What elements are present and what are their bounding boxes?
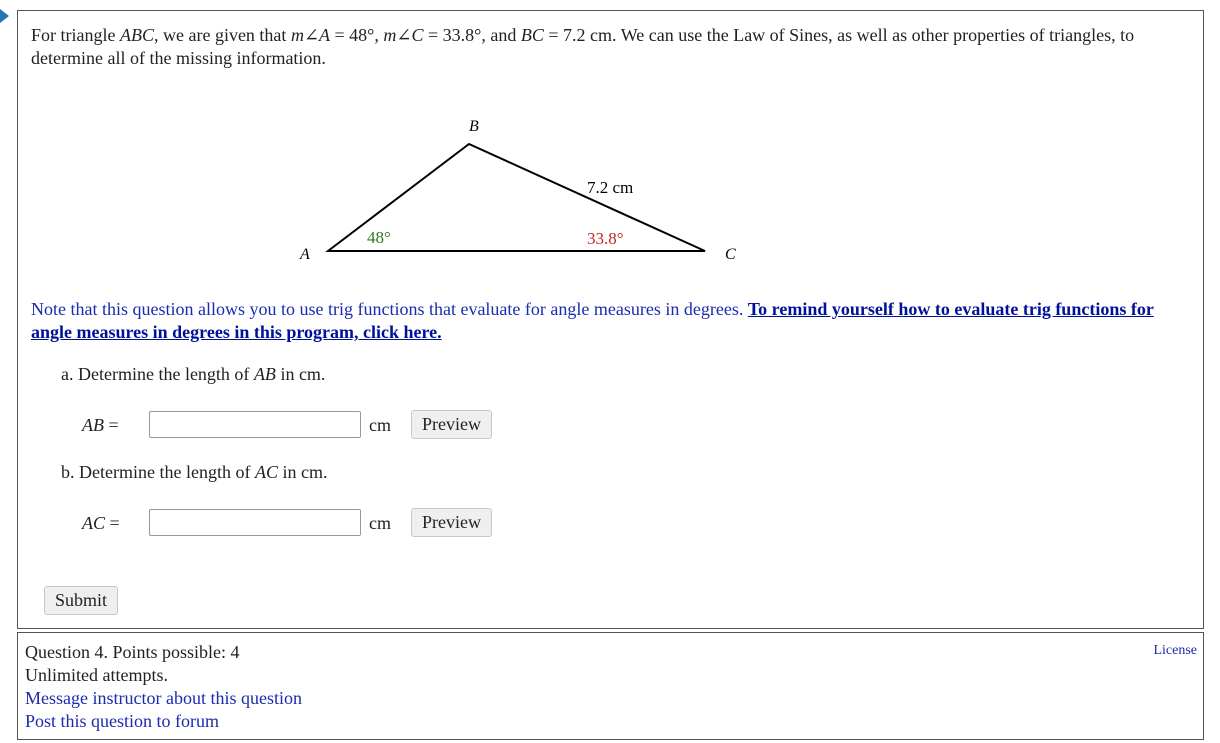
ac-equation-label: [82, 513, 148, 534]
angle-a-label: 48°: [367, 228, 391, 247]
ab-unit: cm: [369, 415, 391, 435]
part-a-text: a. Determine the length of: [61, 364, 254, 384]
equals-sign: =: [105, 513, 120, 533]
part-b-text: in cm.: [277, 462, 328, 482]
attempts-text: Unlimited attempts.: [25, 665, 168, 685]
ab-preview-button[interactable]: Preview: [411, 410, 492, 439]
angle-c-label: 33.8°: [587, 229, 624, 248]
prompt-text: For triangle: [31, 25, 120, 45]
part-a-text: in cm.: [275, 364, 326, 384]
ab-equation-label: [82, 415, 148, 436]
angle-symbol: ∠: [396, 25, 412, 45]
side-bc-label: 7.2 cm: [587, 178, 634, 197]
message-instructor-link[interactable]: Message instructor about this question: [25, 688, 302, 708]
points-text: Question 4. Points possible: 4: [25, 642, 240, 662]
triangle-name: ABC: [119, 25, 154, 45]
question-info-panel: [17, 632, 1204, 740]
prompt-text: ,: [374, 25, 384, 45]
ac-unit: cm: [369, 513, 391, 533]
post-to-forum-link[interactable]: Post this question to forum: [25, 711, 220, 731]
part-b-label: [61, 462, 327, 483]
trig-note: [31, 298, 1191, 344]
part-b-var: AC: [254, 462, 278, 482]
note-text: Note that this question allows you to use trig functions that evaluate for angle measures in degrees.: [31, 299, 748, 319]
math-var-c: C: [411, 25, 424, 45]
prompt-text: cm. We can use the Law of Sines, as well as other properties of triangles, to determine all of the missing information.: [31, 25, 1135, 68]
part-a-var: AB: [253, 364, 276, 384]
question-meta: [25, 641, 302, 733]
vertex-label-b: B: [469, 118, 479, 135]
angle-c-value: = 33.8°: [423, 25, 482, 45]
submit-button[interactable]: Submit: [44, 586, 118, 615]
angle-a-value: = 48°: [330, 25, 375, 45]
ac-var: AC: [82, 513, 106, 533]
part-a-label: [61, 364, 325, 385]
ab-answer-input[interactable]: [149, 411, 361, 438]
ac-answer-input[interactable]: [149, 509, 361, 536]
license-link[interactable]: License: [1153, 643, 1197, 658]
prompt-text: , and: [481, 25, 521, 45]
vertex-label-c: C: [725, 246, 736, 263]
ac-preview-button[interactable]: Preview: [411, 508, 492, 537]
question-panel: [17, 10, 1204, 629]
collapse-arrow-icon[interactable]: [0, 9, 9, 23]
equals-sign: =: [104, 415, 119, 435]
prompt-text: , we are given that: [153, 25, 291, 45]
trig-help-link[interactable]: To remind yourself how to evaluate trig functions for angle measures in degrees in this program, click here.: [31, 299, 1154, 342]
part-b-text: b. Determine the length of: [61, 462, 255, 482]
angle-symbol: ∠: [303, 25, 320, 45]
math-m: m: [290, 25, 304, 45]
side-name: BC: [520, 25, 544, 45]
vertex-label-a: A: [300, 246, 310, 263]
math-m: m: [383, 25, 397, 45]
question-prompt: [31, 24, 1196, 70]
math-var-a: A: [319, 25, 331, 45]
side-value: = 7.2: [543, 25, 586, 45]
ab-var: AB: [82, 415, 104, 435]
triangle-shape: [328, 144, 705, 251]
